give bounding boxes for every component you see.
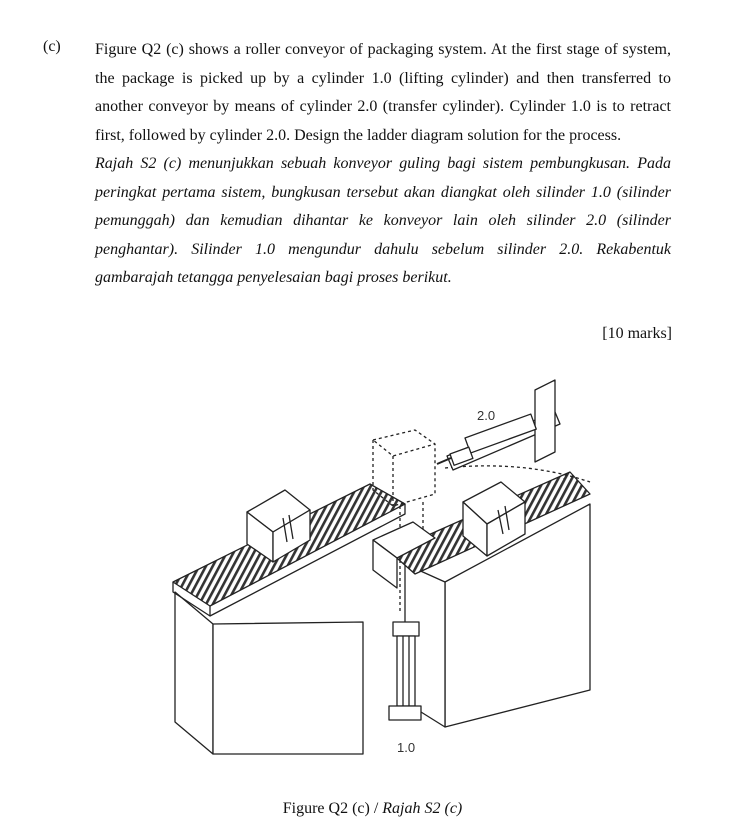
- conveyor-figure: [165, 372, 605, 772]
- question-text-english: Figure Q2 (c) shows a roller conveyor of packaging system. At the first stage of system, the package is picked up by a cylinder 1.0 (lifting cylinder) and then transferred to another conveyor by means of cylinder 2.0 (transfer cylinder). Cylinder 1.0 is to retract first, followed by cylinder 2.0. Design the ladder diagram solution for the process.: [95, 41, 671, 144]
- marks-allocation: [10 marks]: [602, 325, 672, 342]
- question-label: (c): [43, 38, 61, 55]
- transfer-cylinder: [437, 380, 560, 470]
- figure-caption: Figure Q2 (c) / Rajah S2 (c): [282, 800, 463, 817]
- cylinder-1-label: 1.0: [397, 740, 416, 755]
- cylinder-2-label: 2.0: [477, 408, 496, 423]
- question-text-malay: Rajah S2 (c) menunjukkan sebuah konveyor guling bagi sistem pembungkusan. Pada peringkat pertama sistem, bungkusan tersebut akan diangkat oleh silinder 1.0 (silinder pemunggah) dan kemudian dihantar ke konveyor lain oleh silinder 2.0 (silinder penghantar). Silinder 1.0 mengundur dahulu sebelum silinder 2.0. Rekabentuk gambarajah tetangga penyelesaian bagi proses berikut.: [95, 155, 671, 287]
